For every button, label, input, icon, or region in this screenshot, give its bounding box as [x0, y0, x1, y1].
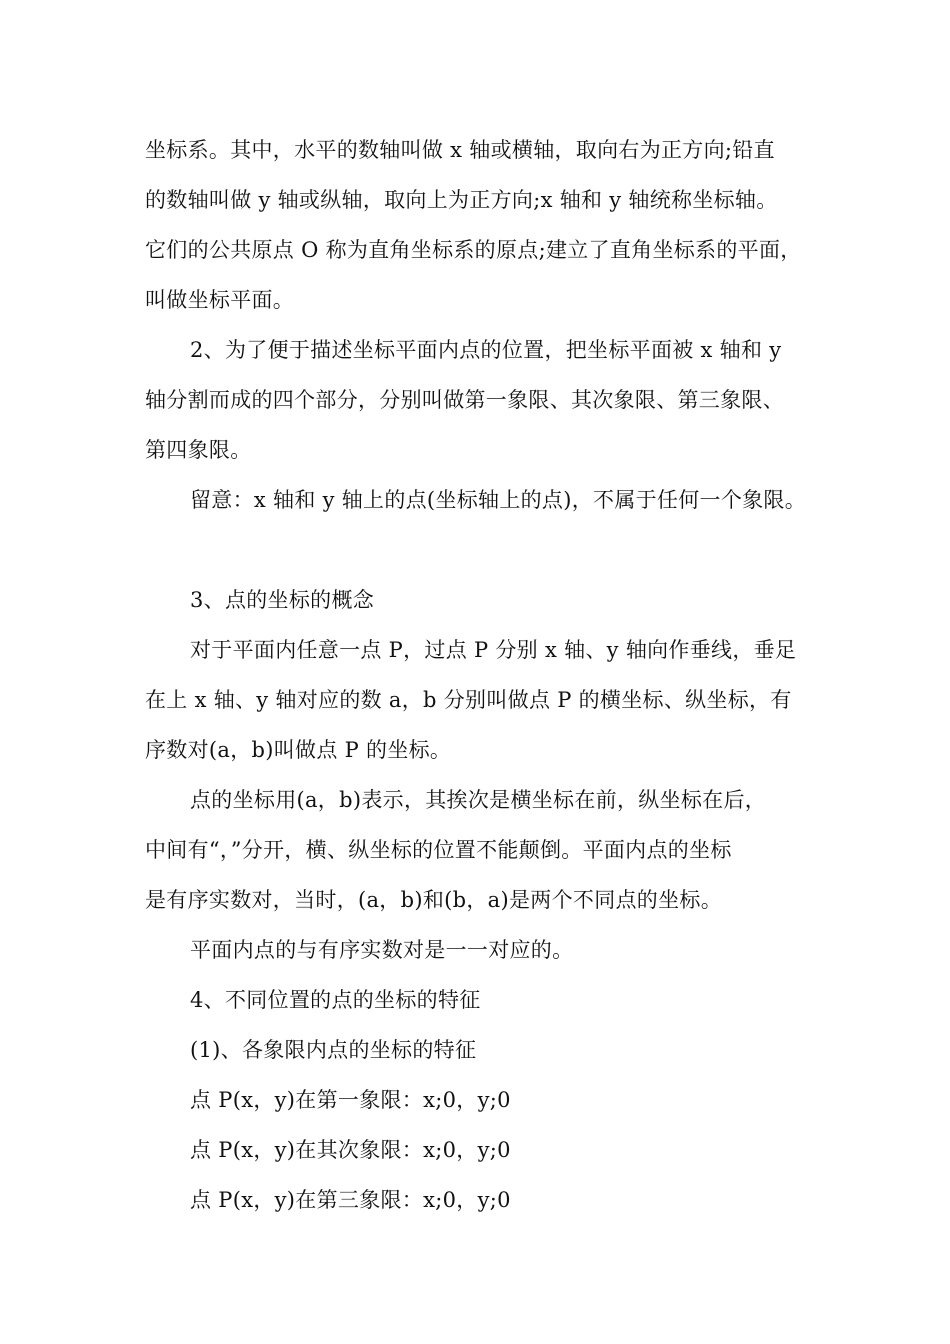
paragraph-line: 的数轴叫做 y 轴或纵轴，取向上为正方向;x 轴和 y 轴统称坐标轴。: [145, 188, 778, 212]
subsection-heading: (1)、各象限内点的坐标的特征: [190, 1038, 477, 1062]
paragraph-line: 中间有“，”分开，横、纵坐标的位置不能颠倒。平面内点的坐标: [145, 838, 732, 862]
paragraph-line: 轴分割而成的四个部分，分别叫做第一象限、其次象限、第三象限、: [145, 388, 784, 412]
section-heading: 3、点的坐标的概念: [190, 588, 375, 612]
list-item: 点 P(x，y)在其次象限：x;0，y;0: [190, 1138, 511, 1162]
paragraph-line: 坐标系。其中，水平的数轴叫做 x 轴或横轴，取向右为正方向;铅直: [145, 138, 775, 162]
paragraph-line: 平面内点的与有序实数对是一一对应的。: [190, 938, 574, 962]
paragraph-line: 叫做坐标平面。: [145, 288, 295, 312]
paragraph-line: 序数对(a，b)叫做点 P 的坐标。: [145, 738, 452, 762]
note-line: 留意：x 轴和 y 轴上的点(坐标轴上的点)，不属于任何一个象限。: [190, 488, 807, 512]
list-item: 点 P(x，y)在第三象限：x;0，y;0: [190, 1188, 511, 1212]
paragraph-line: 点的坐标用(a，b)表示，其挨次是横坐标在前，纵坐标在后，: [190, 788, 767, 812]
paragraph-line: 在上 x 轴、y 轴对应的数 a，b 分别叫做点 P 的横坐标、纵坐标，有: [145, 688, 792, 712]
list-item: 点 P(x，y)在第一象限：x;0，y;0: [190, 1088, 511, 1112]
paragraph-line: 第四象限。: [145, 438, 252, 462]
paragraph-line: 2、为了便于描述坐标平面内点的位置，把坐标平面被 x 轴和 y: [190, 338, 782, 362]
paragraph-line: 它们的公共原点 O 称为直角坐标系的原点;建立了直角坐标系的平面，: [145, 238, 802, 262]
section-heading: 4、不同位置的点的坐标的特征: [190, 988, 481, 1012]
paragraph-line: 对于平面内任意一点 P，过点 P 分别 x 轴、y 轴向作垂线，垂足: [190, 638, 797, 662]
paragraph-line: 是有序实数对，当时，(a，b)和(b，a)是两个不同点的坐标。: [145, 888, 722, 912]
